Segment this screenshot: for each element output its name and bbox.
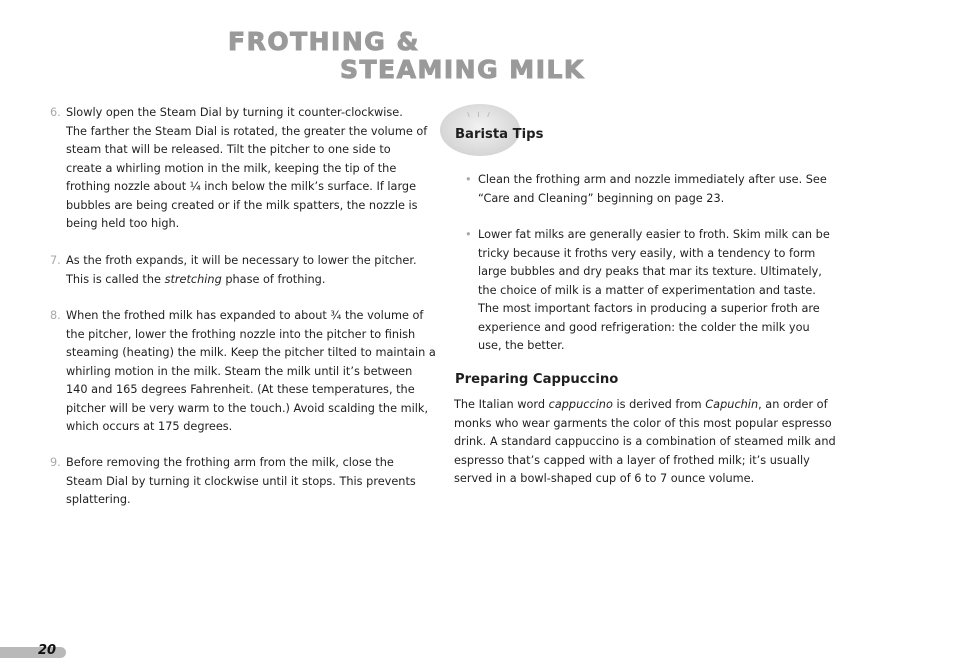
- step-number: 6.: [50, 106, 61, 119]
- step-line: [50, 271, 430, 290]
- step-line: bubbles are being created or if the milk spatters, the nozzle is: [66, 198, 418, 212]
- paragraph-text: is derived from: [616, 398, 702, 411]
- paragraph-text: , an order of: [758, 398, 828, 411]
- cappuccino-paragraph: [454, 396, 844, 489]
- step-emphasis: stretching: [164, 272, 222, 286]
- step-line: When the frothed milk has expanded to about ¾ the volume of: [66, 309, 424, 322]
- step-line: pitcher will be very warm to the touch.) Avoid scalding the milk,: [66, 401, 429, 415]
- paragraph-text: The Italian word: [454, 398, 546, 411]
- step-8: [50, 307, 436, 437]
- paragraph-line: served in a bowl-shaped cup of 6 to 7 ounce volume.: [454, 472, 755, 485]
- badge-tick: [478, 112, 479, 117]
- tip-line: “Care and Cleaning” beginning on page 23.: [478, 191, 725, 205]
- step-line: The farther the Steam Dial is rotated, the greater the volume of: [66, 124, 428, 138]
- step-line: which occurs at 175 degrees.: [66, 420, 233, 433]
- step-line: As the froth expands, it will be necessary to lower the pitcher.: [66, 254, 417, 267]
- step-line: steam that will be released. Tilt the pitcher to one side to: [66, 143, 391, 156]
- step-line: create a whirling motion in the milk, keeping the tip of the: [66, 161, 397, 175]
- cappuccino-heading: Preparing Cappuccino: [455, 372, 619, 387]
- page-title-line-1: FROTHING &: [228, 27, 420, 56]
- paragraph-line: monks who wear garments the color of this most popular espresso: [454, 416, 832, 430]
- tip-line: large bubbles and dry peaks that mar its texture. Ultimately,: [478, 265, 822, 278]
- step-line: Slowly open the Steam Dial by turning it counter-clockwise.: [66, 106, 403, 119]
- tip-line: use, the better.: [478, 339, 565, 352]
- step-line: the pitcher, lower the frothing nozzle into the pitcher to finish: [66, 327, 416, 341]
- page-number-tab: [0, 647, 66, 658]
- tip-line: the choice of milk is a matter of experimentation and taste.: [478, 283, 816, 297]
- step-number: 7.: [50, 254, 61, 267]
- barista-tips-heading: Barista Tips: [455, 127, 544, 142]
- paragraph-line: drink. A standard cappuccino is a combination of steamed milk and: [454, 435, 836, 448]
- paragraph-line: [454, 396, 844, 415]
- step-line: 140 and 165 degrees Fahrenheit. (At these temperatures, the: [66, 383, 415, 396]
- step-number: 9.: [50, 456, 61, 469]
- tip-item: [465, 171, 845, 208]
- step-line: splattering.: [66, 493, 131, 506]
- step-line: steaming (heating) the milk. Keep the pitcher tilted to maintain a: [66, 346, 436, 359]
- page-number: 20: [38, 643, 57, 658]
- paragraph-emphasis: cappuccino: [548, 398, 613, 411]
- tip-item: [465, 226, 845, 356]
- bullet-icon: •: [465, 173, 472, 186]
- tip-line: Lower fat milks are generally easier to froth. Skim milk can be: [478, 228, 830, 241]
- step-line: Before removing the frothing arm from the milk, close the: [66, 456, 394, 469]
- step-line: whirling motion in the milk. Steam the milk until it’s between: [66, 364, 413, 378]
- step-line: being held too high.: [66, 217, 180, 230]
- tip-line: tricky because it froths very easily, with a tendency to form: [478, 246, 816, 260]
- badge-tick: [467, 112, 470, 117]
- badge-tick: [487, 112, 490, 117]
- step-7: [50, 252, 430, 289]
- step-text: phase of frothing.: [225, 272, 326, 286]
- paragraph-emphasis: Capuchin: [705, 398, 759, 411]
- step-line: Steam Dial by turning it clockwise until it stops. This prevents: [66, 474, 416, 488]
- paragraph-line: espresso that’s capped with a layer of frothed milk; it’s usually: [454, 453, 810, 467]
- step-line: frothing nozzle about ¼ inch below the milk’s surface. If large: [66, 180, 417, 193]
- tip-line: The most important factors in producing a superior froth are: [478, 302, 820, 315]
- bullet-icon: •: [465, 228, 472, 241]
- step-9: [50, 454, 430, 510]
- page-title-line-2: STEAMING MILK: [340, 55, 585, 84]
- step-6: [50, 104, 430, 234]
- tip-line: Clean the frothing arm and nozzle immediately after use. See: [478, 173, 827, 186]
- step-text: This is called the: [66, 272, 161, 286]
- tip-line: experience and good refrigeration: the colder the milk you: [478, 320, 810, 334]
- step-number: 8.: [50, 309, 61, 322]
